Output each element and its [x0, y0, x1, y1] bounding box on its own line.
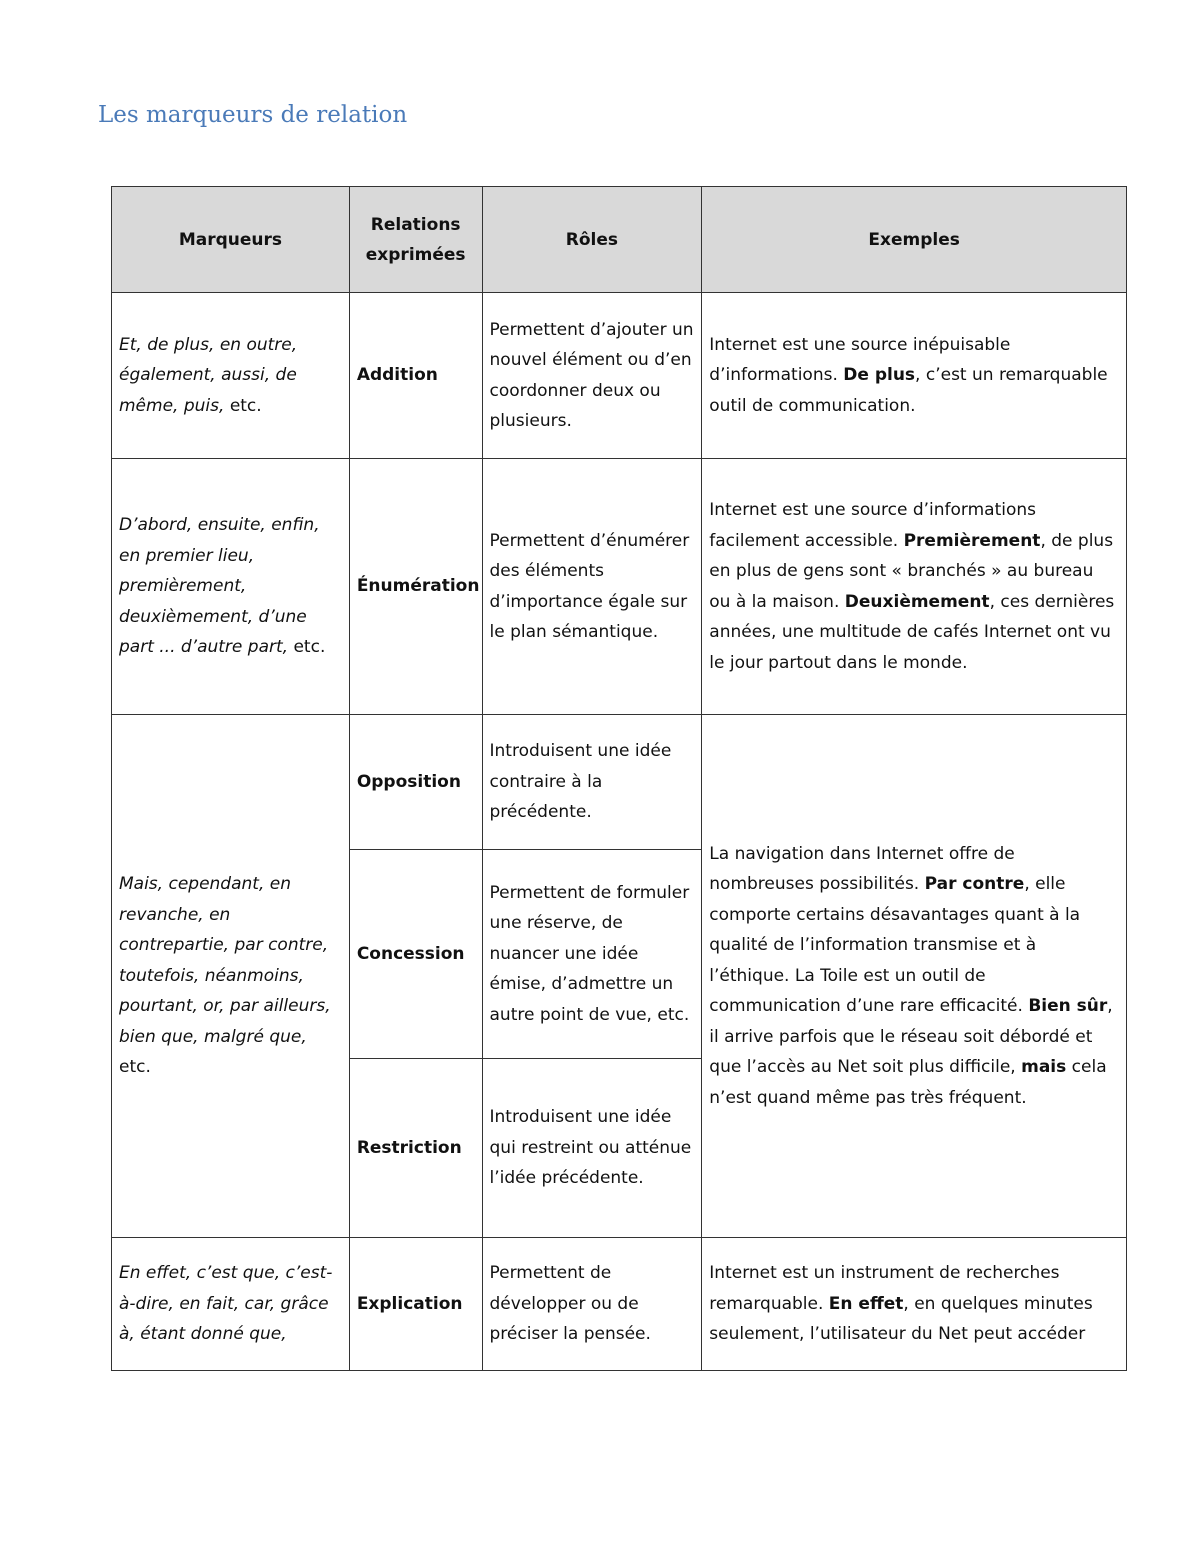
cell-role-addition: Permettent d’ajouter un nouvel élément ou d’en coordonner deux ou plusieurs. [482, 293, 702, 459]
exemple-text: , en quelques minutes seulement, l’utilisateur du Net peut accéder [709, 1293, 1093, 1345]
header-relations [349, 187, 482, 293]
cell-relation-concession: Concession [349, 850, 482, 1059]
marqueurs-etc: etc. [119, 1057, 151, 1078]
exemple-text: , elle comporte certains désavantages quant à la qualité de l’information transmise et à l’éthique. La Toile est un outil de communication d’une rare efficacité. [709, 874, 1081, 1017]
cell-relation-addition: Addition [349, 293, 482, 459]
table-row-opposition [112, 715, 1127, 850]
cell-relation-restriction: Restriction [349, 1059, 482, 1238]
exemple-text: Internet est une source d’informations facilement accessible. [709, 500, 1037, 551]
cell-exemple-explication [702, 1238, 1127, 1371]
cell-marqueurs-addition [112, 293, 350, 459]
exemple-text: , il arrive parfois que le réseau soit débordé et que l’accès au Net soit plus difficile, [709, 996, 1113, 1078]
exemple-text: , c’est un remarquable outil de communication. [709, 365, 1108, 416]
table-row-explication [112, 1238, 1127, 1371]
cell-marqueurs-enumeration [112, 459, 350, 715]
exemple-marker: Premièrement [903, 530, 1041, 551]
cell-exemple-addition [702, 293, 1127, 459]
cell-marqueurs-opposition [112, 715, 350, 1238]
page-title: Les marqueurs de relation [98, 102, 408, 128]
exemple-text: cela n’est quand même pas très fréquent. [709, 1057, 1107, 1108]
header-relations-line2: exprimées [365, 244, 466, 265]
exemple-marker: mais [1021, 1057, 1067, 1078]
table-header-row [112, 187, 1127, 293]
cell-relation-explication: Explication [349, 1238, 482, 1371]
header-roles: Rôles [482, 187, 702, 293]
table-row-addition [112, 293, 1127, 459]
cell-role-concession: Permettent de formuler une réserve, de nuancer une idée émise, d’admettre un autre point de vue, etc. [482, 850, 702, 1059]
cell-role-restriction: Introduisent une idée qui restreint ou atténue l’idée précédente. [482, 1059, 702, 1238]
marqueurs-etc: etc. [293, 637, 326, 658]
cell-marqueurs-explication: En effet, c’est que, c’est-à-dire, en fait, car, grâce à, étant donné que, [112, 1238, 350, 1371]
exemple-marker: De plus [843, 365, 916, 386]
table-row-enumeration [112, 459, 1127, 715]
marqueurs-text: D’abord, ensuite, enfin, en premier lieu, premièrement, deuxièmement, d’une part ... d’autre part, [119, 515, 320, 658]
exemple-text: , ces dernières années, une multitude de cafés Internet ont vu le jour partout dans le monde. [709, 591, 1115, 673]
cell-relation-enumeration: Énumération [349, 459, 482, 715]
cell-exemple-enumeration [702, 459, 1127, 715]
markers-table [111, 186, 1127, 1371]
cell-role-opposition: Introduisent une idée contraire à la précédente. [482, 715, 702, 850]
exemple-text: Internet est une source inépuisable d’informations. [709, 334, 1011, 386]
exemple-text: , de plus en plus de gens sont « branchés » au bureau ou à la maison. [709, 530, 1114, 612]
cell-exemple-opposition [702, 715, 1127, 1238]
exemple-text: La navigation dans Internet offre de nombreuses possibilités. [709, 843, 1015, 895]
exemple-marker: Par contre [924, 874, 1025, 895]
marqueurs-etc: etc. [229, 395, 262, 416]
marqueurs-text: Mais, cependant, en revanche, en contrepartie, par contre, toutefois, néanmoins, pourtant, or, par ailleurs, bien que, malgré que, [119, 874, 331, 1047]
header-marqueurs: Marqueurs [112, 187, 350, 293]
cell-role-enumeration: Permettent d’énumérer des éléments d’importance égale sur le plan sémantique. [482, 459, 702, 715]
marqueurs-text: Et, de plus, en outre, également, aussi, de même, puis, [119, 334, 298, 416]
header-exemples: Exemples [702, 187, 1127, 293]
exemple-text: Internet est un instrument de recherches remarquable. [709, 1263, 1060, 1314]
exemple-marker: Bien sûr [1028, 996, 1108, 1017]
cell-relation-opposition: Opposition [349, 715, 482, 850]
header-relations-line1: Relations [370, 214, 461, 235]
exemple-marker: Deuxièmement [844, 591, 990, 612]
exemple-marker: En effet [828, 1293, 904, 1314]
cell-role-explication: Permettent de développer ou de préciser la pensée. [482, 1238, 702, 1371]
